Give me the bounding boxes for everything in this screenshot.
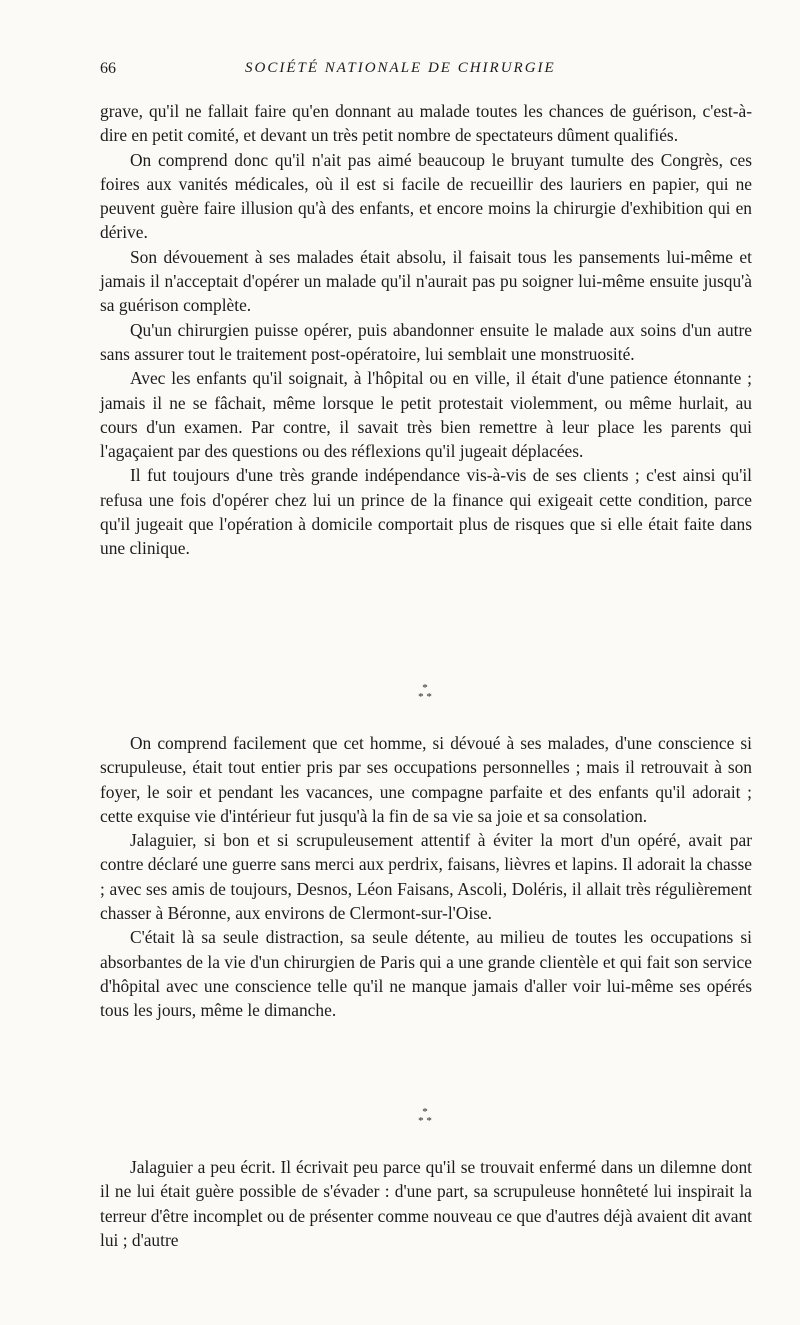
paragraph: grave, qu'il ne fallait faire qu'en donnant au malade toutes les chances de guérison, c'est-à-dire en petit comité, et devant un très petit nombre de spectateurs dûment qualifiés.: [100, 101, 752, 146]
paragraph: Jalaguier a peu écrit. Il écrivait peu parce qu'il se trouvait enfermé dans un dilemne dont il ne lui était guère possible de s'évader : d'une part, sa scrupuleuse honnêteté lui inspirait la terreur d'être incomplet ou de présenter comme nouveau ce que d'autres déjà avaient dit avant lui ; d'autre: [100, 1157, 752, 1250]
paragraph: C'était là sa seule distraction, sa seule détente, au milieu de toutes les occupations si absorbantes de la vie d'un chirurgien de Paris qui a une grande clientèle et qui fait son service d'hôpital avec une conscience telle qu'il ne manque jamais d'aller voir lui-même ses opérés tous les jours, même le dimanche.: [100, 927, 752, 1021]
paragraph: Il fut toujours d'une très grande indépendance vis-à-vis de ses clients ; c'est ainsi qu'il refusa une fois d'opérer chez lui un prince de la finance qui exigeait cette condition, parce qu'il jugeait que l'opération à domicile comportait plus de risques que si elle était faite dans une clinique.: [100, 465, 752, 559]
paragraph: Avec les enfants qu'il soignait, à l'hôpital ou en ville, il était d'une patience étonnante ; jamais il ne se fâchait, même lorsque le petit protestait violemment, ou même hurlait, au cours d'un examen. Par contre, il savait très bien remettre à leur place les parents qui l'agaçaient par des questions ou des réflexions qu'il jugeait déplacées.: [100, 368, 752, 462]
running-title: SOCIÉTÉ NATIONALE DE CHIRURGIE: [245, 60, 556, 76]
paragraph: On comprend donc qu'il n'ait pas aimé beaucoup le bruyant tumulte des Congrès, ces foires aux vanités médicales, où il est si facile de recueillir des lauriers en papier, qui ne peuvent guère faire illusion qu'à des enfants, et encore moins la chirurgie d'exhibition qui en dérive.: [100, 149, 752, 243]
paragraph: Jalaguier, si bon et si scrupuleusement attentif à éviter la mort d'un opéré, avait par contre déclaré une guerre sans merci aux perdrix, faisans, lièvres et lapins. Il adorait la chasse ; avec ses amis de toujours, Desnos, Léon Faisans, Ascoli, Doléris, il allait très régulièrement chasser à Béronne, aux environs de Clermont-sur-l'Oise.: [100, 830, 752, 924]
paragraph: Qu'un chirurgien puisse opérer, puis abandonner ensuite le malade aux soins d'un autre sans assurer tout le traitement post-opératoire, lui semblait une monstruosité.: [100, 319, 752, 364]
section-1: [100, 99, 752, 561]
paragraph: On comprend facilement que cet homme, si dévoué à ses malades, d'une conscience si scrupuleuse, était tout entier pris par ses occupations personnelles ; mais il retrouvait à son foyer, le soir et pendant les vacances, une compagne parfaite et des enfants qu'il adorait ; cette exquise vie d'intérieur fut jusqu'à la fin de sa vie sa joie et sa consolation.: [100, 733, 752, 826]
page-number: 66: [100, 60, 116, 77]
section-separator: * * *: [418, 682, 432, 703]
paragraph: Son dévouement à ses malades était absolu, il faisait tous les pansements lui-même et jamais il n'acceptait d'opérer un malade qu'il n'aurait pas pu soigner lui-même ensuite jusqu'à sa guérison complète.: [100, 246, 752, 316]
page-header: [100, 60, 752, 84]
section-separator: * * *: [418, 1106, 432, 1127]
section-3: [100, 1155, 752, 1252]
section-2: [100, 731, 752, 1023]
